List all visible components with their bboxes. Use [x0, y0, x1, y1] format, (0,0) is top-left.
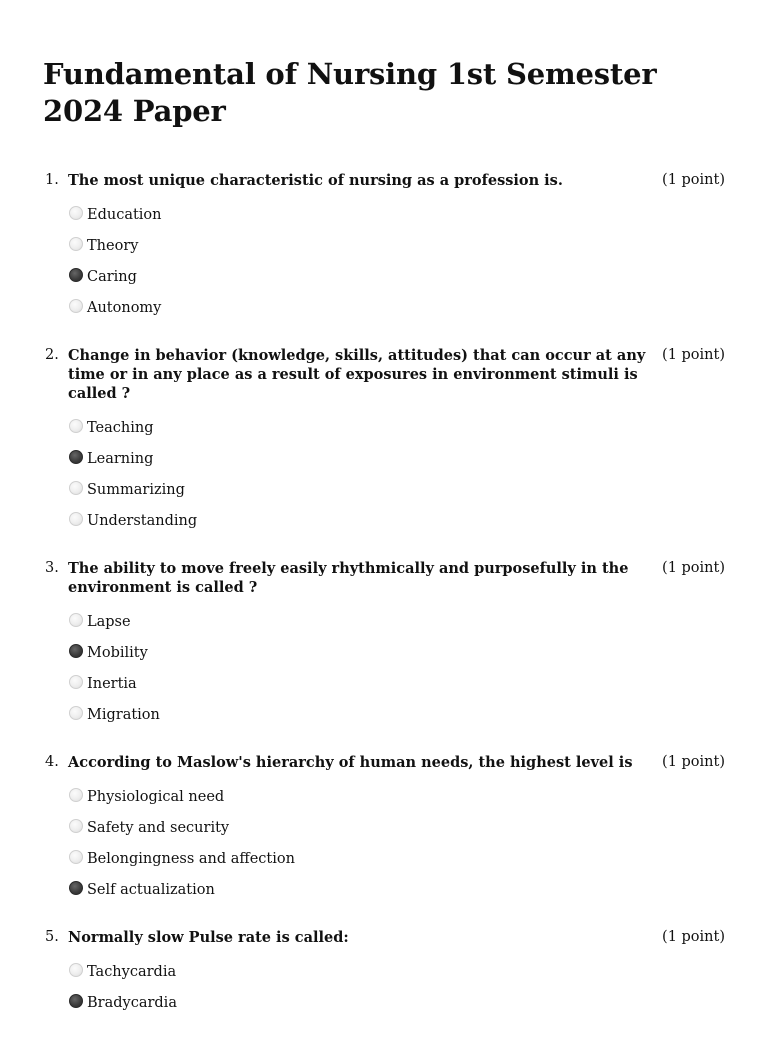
question-text: According to Maslow's hierarchy of human needs, the highest level is: [68, 754, 633, 771]
radio-unselected-icon[interactable]: [69, 819, 83, 833]
answer-option[interactable]: [69, 444, 725, 475]
question-header: [43, 171, 725, 190]
question-number: 1.: [45, 172, 59, 188]
answer-option[interactable]: [69, 875, 725, 906]
answer-option[interactable]: [69, 293, 725, 324]
answer-option[interactable]: [69, 669, 725, 700]
answer-option[interactable]: [69, 813, 725, 844]
answer-option[interactable]: [69, 413, 725, 444]
radio-unselected-icon[interactable]: [69, 963, 83, 977]
question-points: (1 point): [662, 560, 725, 576]
answer-option-label: Lapse: [87, 614, 131, 630]
question-3: [43, 559, 725, 731]
question-list: [43, 171, 725, 1019]
answer-option[interactable]: [69, 231, 725, 262]
radio-selected-icon[interactable]: [69, 268, 83, 282]
answer-option-label: Autonomy: [87, 300, 162, 316]
radio-selected-icon[interactable]: [69, 881, 83, 895]
answer-option-label: Safety and security: [87, 820, 230, 836]
question-points: (1 point): [662, 172, 725, 188]
question-4: [43, 753, 725, 906]
question-header: [43, 928, 725, 947]
radio-unselected-icon[interactable]: [69, 299, 83, 313]
question-number: 2.: [45, 347, 59, 363]
radio-unselected-icon[interactable]: [69, 850, 83, 864]
question-1: [43, 171, 725, 324]
answer-option-label: Tachycardia: [87, 964, 177, 980]
answer-option-label: Physiological need: [87, 789, 225, 805]
radio-unselected-icon[interactable]: [69, 419, 83, 433]
answer-option-label: Caring: [87, 269, 137, 285]
radio-selected-icon[interactable]: [69, 644, 83, 658]
answer-option-label: Mobility: [87, 645, 148, 661]
answer-options: [43, 607, 725, 731]
question-text: The ability to move freely easily rhythmically and purposefully in the environment is called ?: [68, 560, 629, 596]
question-header: [43, 346, 725, 403]
answer-option-label: Understanding: [87, 513, 198, 529]
answer-option-label: Migration: [87, 707, 160, 723]
answer-option[interactable]: [69, 700, 725, 731]
question-text: Normally slow Pulse rate is called:: [68, 929, 349, 946]
question-number: 4.: [45, 754, 59, 770]
answer-option[interactable]: [69, 844, 725, 875]
answer-option-label: Bradycardia: [87, 995, 177, 1011]
answer-options: [43, 957, 725, 1019]
answer-option[interactable]: [69, 262, 725, 293]
question-number: 5.: [45, 929, 59, 945]
radio-selected-icon[interactable]: [69, 450, 83, 464]
answer-option-label: Theory: [87, 238, 139, 254]
page-title: Fundamental of Nursing 1st Semester 2024 Paper: [43, 57, 657, 128]
question-number: 3.: [45, 560, 59, 576]
answer-option[interactable]: [69, 200, 725, 231]
radio-unselected-icon[interactable]: [69, 206, 83, 220]
answer-option[interactable]: [69, 988, 725, 1019]
radio-unselected-icon[interactable]: [69, 675, 83, 689]
answer-options: [43, 200, 725, 324]
radio-unselected-icon[interactable]: [69, 481, 83, 495]
answer-option-label: Summarizing: [87, 482, 185, 498]
answer-option[interactable]: [69, 782, 725, 813]
answer-option-label: Teaching: [87, 420, 154, 436]
question-header: [43, 753, 725, 772]
quiz-page: [43, 56, 725, 1041]
question-points: (1 point): [662, 347, 725, 363]
question-header: [43, 559, 725, 597]
question-points: (1 point): [662, 929, 725, 945]
answer-option-label: Learning: [87, 451, 154, 467]
answer-option[interactable]: [69, 638, 725, 669]
answer-option-label: Belongingness and affection: [87, 851, 295, 867]
question-2: [43, 346, 725, 537]
radio-unselected-icon[interactable]: [69, 613, 83, 627]
question-text: The most unique characteristic of nursing as a profession is.: [68, 172, 563, 189]
answer-option-label: Education: [87, 207, 162, 223]
answer-option-label: Inertia: [87, 676, 137, 692]
radio-unselected-icon[interactable]: [69, 237, 83, 251]
radio-unselected-icon[interactable]: [69, 512, 83, 526]
answer-option[interactable]: [69, 506, 725, 537]
question-5: [43, 928, 725, 1019]
radio-selected-icon[interactable]: [69, 994, 83, 1008]
radio-unselected-icon[interactable]: [69, 706, 83, 720]
radio-unselected-icon[interactable]: [69, 788, 83, 802]
question-text: Change in behavior (knowledge, skills, attitudes) that can occur at any time or in any place as a result of exposures in environment stimuli is called ?: [68, 347, 646, 402]
answer-options: [43, 413, 725, 537]
answer-option[interactable]: [69, 607, 725, 638]
answer-options: [43, 782, 725, 906]
answer-option-label: Self actualization: [87, 882, 215, 898]
answer-option[interactable]: [69, 475, 725, 506]
answer-option[interactable]: [69, 957, 725, 988]
question-points: (1 point): [662, 754, 725, 770]
